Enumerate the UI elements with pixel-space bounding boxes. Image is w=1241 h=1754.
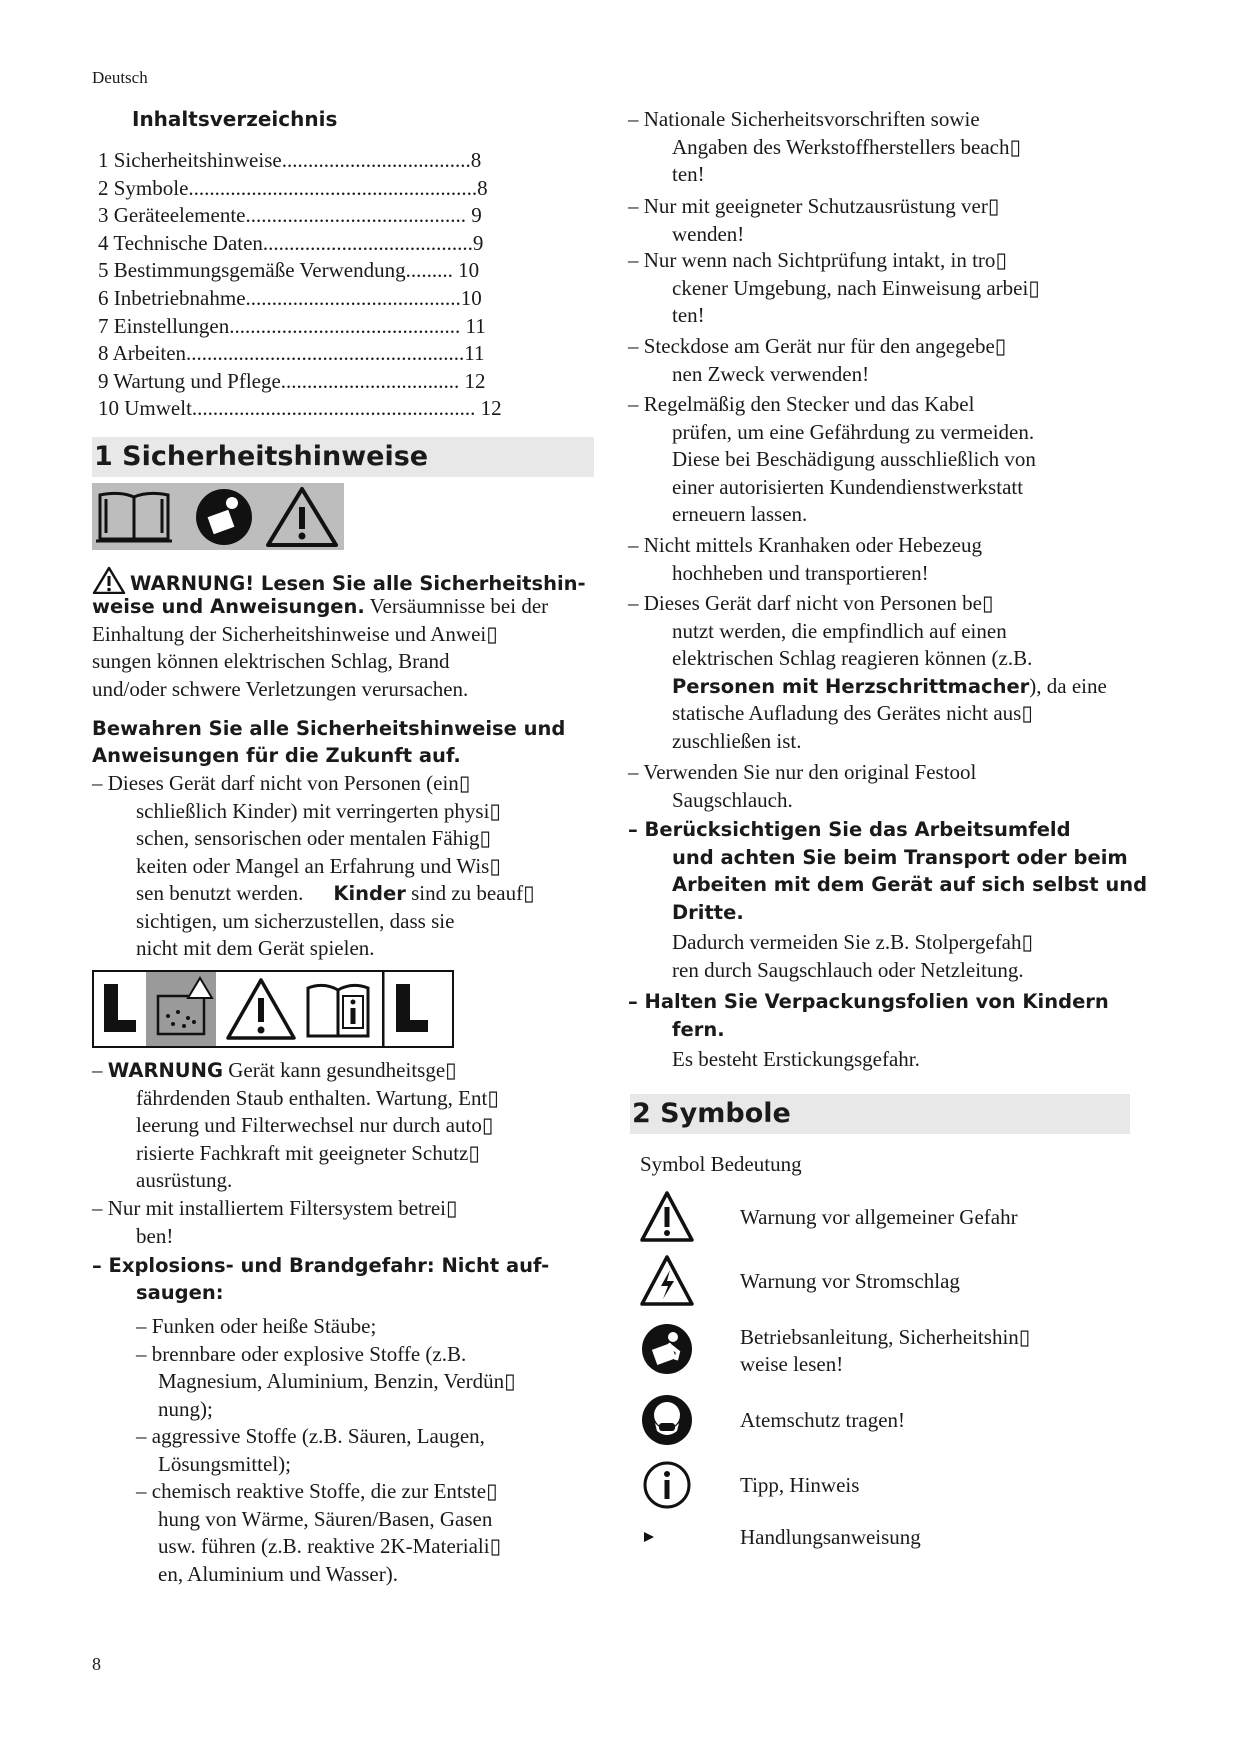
arrow-bullet-icon [642,1530,656,1544]
keep-instructions [92,715,612,769]
toc-entry[interactable]: 9 Wartung und Pflege.................................. 12 [98,368,486,393]
safety-item: – Nationale Sicherheitsvorschriften sowie Angaben des Werkstoffherstellers beach▯ ten! [628,107,1022,186]
warning-bold-text: weise und Anweisungen. [92,595,365,618]
book-icon [96,493,172,541]
pacemaker-bold: Personen mit Herzschrittmacher [672,674,1030,698]
toc-entry[interactable]: 8 Arbeiten.....................................................11 [98,341,485,366]
read-manual-icon [640,1322,694,1376]
section-heading: 2 Symbole [630,1094,1130,1134]
warning-text: Versäumnisse bei der [364,594,549,618]
toc-entry[interactable]: 2 Symbole.......................................................8 [98,175,488,200]
warning-triangle-icon [228,980,294,1038]
warning-text: und/oder schwere Verletzungen verursachen. [92,676,469,701]
warning-text: sungen können elektrischen Schlag, Brand [92,649,450,673]
keep-text: Bewahren Sie alle Sicherheitshinweise und [92,717,566,740]
sub-item-list: – Funken oder heiße Stäube; – brennbare oder explosive Stoffe (z.B. Magnesium, Aluminium, Benzin, Verdün▯ nung); – aggressive Stoffe (z.B. Säuren, Laugen, Lösungsmittel); – chemisch reaktive Stoffe, die zur Entste▯ hung von Wärme, Säuren/Basen, Gasen usw. führen (z.B. reaktive 2K-Materiali▯ en, Aluminium und Wasser). [136,1313,606,1588]
toc-entry[interactable]: 6 Inbetriebnahme.........................................10 [98,285,482,310]
warning-triangle-icon [640,1190,694,1244]
safety-item: – Explosions- und Brandgefahr: Nicht auf- saugen: [92,1254,550,1304]
safety-item: – Nur mit installiertem Filtersystem betrei▯ ben! [92,1196,458,1248]
section-heading: 1 Sicherheitshinweise [92,437,594,477]
safety-item: – Regelmäßig den Stecker und das Kabel prüfen, um eine Gefährdung zu vermeiden. Diese bei Beschädigung ausschließlich von einer autorisierten Kundendienstwerkstatt erneuern lassen. [628,392,1036,526]
safety-item: – WARNUNG Gerät kann gesundheitsge▯ fährdenden Staub enthalten. Wartung, Ent▯ leerung und Filterwechsel nur durch auto▯ risierte Fachkraft mit geeigneter Schutz▯ ausrüstung. [92,1058,499,1192]
list-item: – aggressive Stoffe (z.B. Säuren, Laugen, [136,1424,485,1448]
safety-item: – Nur mit geeigneter Schutzausrüstung ver▯ wenden! [628,194,1000,246]
table-row: Warnung vor Stromschlag [640,1254,1160,1314]
read-manual-icon [196,489,252,545]
table-row: Tipp, Hinweis [640,1458,1160,1518]
table-row: Handlungsanweisung [640,1518,1160,1558]
manual-info-icon [308,985,368,1036]
table-row: Atemschutz tragen! [640,1393,1160,1453]
safety-item: – Nur wenn nach Sichtprüfung intakt, in tro▯ ckener Umgebung, nach Einweisung arbei▯ ten! [628,248,1040,327]
list-item: – chemisch reaktive Stoffe, die zur Entste▯ [136,1479,498,1503]
language-label: Deutsch [92,68,148,87]
table-row: Warnung vor allgemeiner Gefahr [640,1190,1160,1250]
safety-item: – Dieses Gerät darf nicht von Personen be▯ nutzt werden, die empfindlich auf einen elektrischen Schlag reagieren können (z.B. Personen mit Herzschrittmacher), da eine statische Aufladung des Gerätes nicht aus▯ zuschließen ist. [628,591,1107,753]
safety-item: – Halten Sie Verpackungsfolien von Kindern fern. Es besteht Erstickungsgefahr. [628,990,1109,1071]
toc-entry[interactable]: 5 Bestimmungsgemäße Verwendung......... 10 [98,258,480,283]
table-row: Betriebsanleitung, Sicherheitshin▯ weise lesen! [640,1322,1160,1382]
safety-item: – Steckdose am Gerät nur für den angegebe▯ nen Zweck verwenden! [628,334,1007,386]
toc-title: Inhaltsverzeichnis [132,107,338,131]
warning-bold-text: WARNUNG! Lesen Sie alle Sicherheitshin- [130,572,586,595]
kinder-bold: Kinder [333,882,406,905]
warning-bold-label: WARNUNG [107,1059,223,1082]
dust-container-icon [146,972,216,1046]
page-number: 8 [92,1654,101,1674]
electric-shock-warning-icon [640,1254,694,1308]
toc-entry[interactable]: 1 Sicherheitshinweise....................................8 [98,148,482,172]
list-item: – brennbare oder explosive Stoffe (z.B. [136,1341,467,1366]
table-of-contents [98,147,558,423]
toc-entry[interactable]: 3 Geräteelemente.......................................... 9 [98,203,482,228]
warning-triangle-icon [92,566,126,594]
respirator-icon [640,1393,694,1447]
dust-class-l-icon [382,972,428,1046]
safety-item: – Verwenden Sie nur den original Festool Saugschlauch. [628,760,977,812]
dust-class-l-icon [104,984,136,1032]
warning-text: Einhaltung der Sicherheitshinweise und Anwei▯ [92,621,498,646]
info-icon [640,1458,694,1512]
warning-triangle-icon [268,489,336,545]
toc-entry[interactable]: 10 Umwelt...................................................... 12 [98,396,502,421]
safety-item: – Dieses Gerät darf nicht von Personen (ein▯ schließlich Kinder) mit verringerten physi▯ schen, sensorischen oder mentalen Fähig▯ keiten oder Mangel an Erfahrung und Wis▯ sen benutzt werden. Kinder sind zu beauf▯ sichtigen, um sicherzustellen, dass sie nicht mit dem Gerät spielen. [92,771,535,960]
keep-text: Anweisungen für die Zukunft auf. [92,744,461,767]
warning-paragraph [92,566,612,703]
symbol-table-header: Symbol Bedeutung [640,1152,802,1176]
list-item: – Funken oder heiße Stäube; [136,1314,377,1338]
safety-item: – Nicht mittels Kranhaken oder Hebezeug hochheben und transportieren! [628,533,982,585]
toc-entry[interactable]: 7 Einstellungen............................................ 11 [98,313,486,338]
dust-class-symbol-strip [92,970,454,1048]
toc-entry[interactable]: 4 Technische Daten........................................9 [98,230,484,255]
safety-icon-bar [92,483,344,550]
safety-item: – Berücksichtigen Sie das Arbeitsumfeld und achten Sie beim Transport oder beim Arbeiten mit dem Gerät auf sich selbst und Dritte. Dadurch vermeiden Sie z.B. Stolpergefah▯ ren durch Saugschlauch oder Netzleitung. [628,818,1148,982]
